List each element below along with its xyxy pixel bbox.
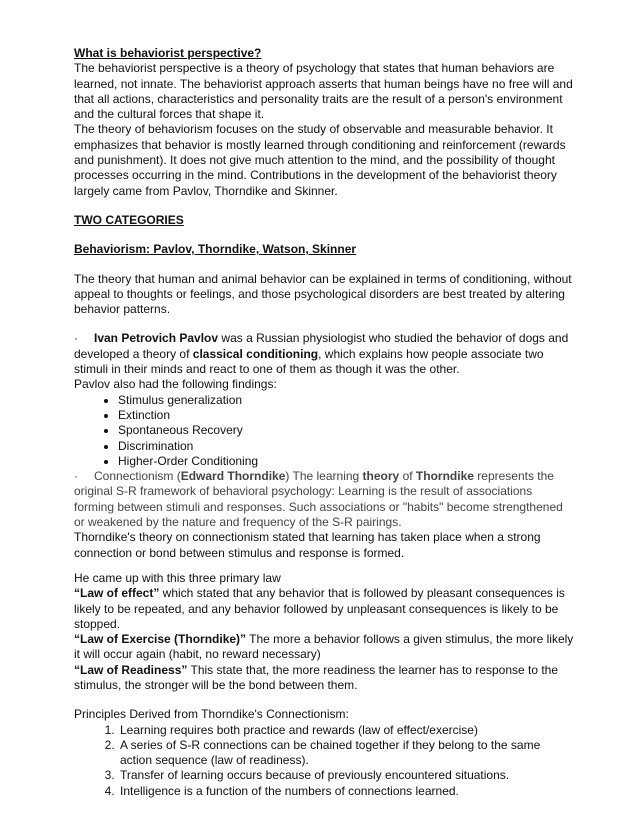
law-of-exercise xyxy=(74,632,574,663)
thorndike-text-1: Connectionism ( xyxy=(94,469,181,484)
list-item: • Stimulus generalization xyxy=(118,393,574,408)
heading-two-categories: TWO CATEGORIES xyxy=(74,212,184,227)
list-item: 4. Intelligence is a function of the numbers of connections learned. xyxy=(118,784,574,799)
document-page xyxy=(74,46,574,799)
list-item: 1. Learning requires both practice and rewards (law of effect/exercise) xyxy=(118,723,574,738)
thorndike-bullet: · xyxy=(74,469,78,484)
pavlov-name: Ivan Petrovich Pavlov xyxy=(94,331,219,346)
thorndike-text-3: of xyxy=(399,469,416,484)
classical-conditioning-term: classical conditioning xyxy=(192,346,319,361)
laws-intro: He came up with this three primary law xyxy=(74,570,281,585)
thorndike-name: Edward Thorndike xyxy=(180,469,286,484)
law-of-effect xyxy=(74,586,574,632)
paragraph-definition: The behaviorist perspective is a theory of psychology that states that human behaviors are learned, not innate. The behaviorist approach asserts that human beings have no free will and that all actions, characteristics and personality traits are the result of a person's environment and the cultural forces that shape it. xyxy=(74,61,573,122)
list-item: • Extinction xyxy=(118,408,574,423)
paragraph-behaviorism-theory: The theory of behaviorism focuses on the study of observable and measurable behavior. It emphasizes that behavior is mostly learned through conditioning and reinforcement (rewards and punishment). It does not give much attention to the mind, and the possibility of thought processes occurring in the mind. Contributions in the development of the behaviorist theory largely came from Pavlov, Thorndike and Skinner. xyxy=(74,122,566,198)
law-of-exercise-title: “Law of Exercise (Thorndike)” xyxy=(74,632,247,647)
law-of-readiness xyxy=(74,663,574,694)
thorndike-text-4: represents the original S-R framework of behavioral psychology: Learning is the result of associations forming between stimuli and responses. Such associations or "habits" become strengthened or weakened by the nature and frequency of the S-R pairings. xyxy=(74,469,563,530)
law-of-effect-title: “Law of effect” xyxy=(74,586,160,601)
list-item: • Spontaneous Recovery xyxy=(118,423,574,438)
law-of-exercise-text: The more a behavior follows a given stimulus, the more likely it will occur again (habit, no reward necessary) xyxy=(74,632,574,662)
heading-behaviorist-perspective: What is behaviorist perspective? xyxy=(74,46,262,60)
list-item: • Higher-Order Conditioning xyxy=(118,454,574,469)
list-item: 2. A series of S-R connections can be chained together if they belong to the same action sequence (law of readiness). xyxy=(118,738,574,769)
thorndike-text-2: ) The learning xyxy=(285,469,363,484)
paragraph-conditioning-theory: The theory that human and animal behavior can be explained in terms of conditioning, without appeal to thoughts or feelings, and those psychological disorders are best treated by altering behavior patterns. xyxy=(74,271,572,317)
pavlov-bullet: · xyxy=(74,331,78,346)
thorndike-connectionism-paragraph: Thorndike's theory on connectionism stated that learning has taken place when a strong connection or bond between stimulus and response is formed. xyxy=(74,530,541,560)
law-of-effect-text: which stated that any behavior that is followed by pleasant consequences is likely to be repeated, and any behavior followed by unpleasant consequences is likely to be stopped. xyxy=(74,586,565,631)
principles-list xyxy=(74,723,574,799)
thorndike-paragraph xyxy=(74,469,574,530)
pavlov-paragraph xyxy=(74,331,574,377)
pavlov-findings-intro: Pavlov also had the following findings: xyxy=(74,377,277,392)
pavlov-findings-list xyxy=(74,393,574,469)
principles-title: Principles Derived from Thorndike's Connectionism: xyxy=(74,707,349,722)
law-of-readiness-text: This state that, the more readiness the learner has to response to the stimulus, the stronger will be the bond between them. xyxy=(74,662,559,692)
list-item: • Discrimination xyxy=(118,439,574,454)
list-item: 3. Transfer of learning occurs because of previously encountered situations. xyxy=(118,768,574,783)
pavlov-text-2: , which explains how people associate two stimuli in their minds and react to one of them as though it was the other. xyxy=(74,346,544,377)
thorndike-word: Thorndike xyxy=(415,469,474,484)
pavlov-text-1: was a Russian physiologist who studied the behavior of dogs and developed a theory of xyxy=(74,331,569,361)
theory-word: theory xyxy=(362,469,400,484)
law-of-readiness-title: “Law of Readiness” xyxy=(74,662,188,677)
heading-behaviorism-names: Behaviorism: Pavlov, Thorndike, Watson, Skinner xyxy=(74,242,357,257)
